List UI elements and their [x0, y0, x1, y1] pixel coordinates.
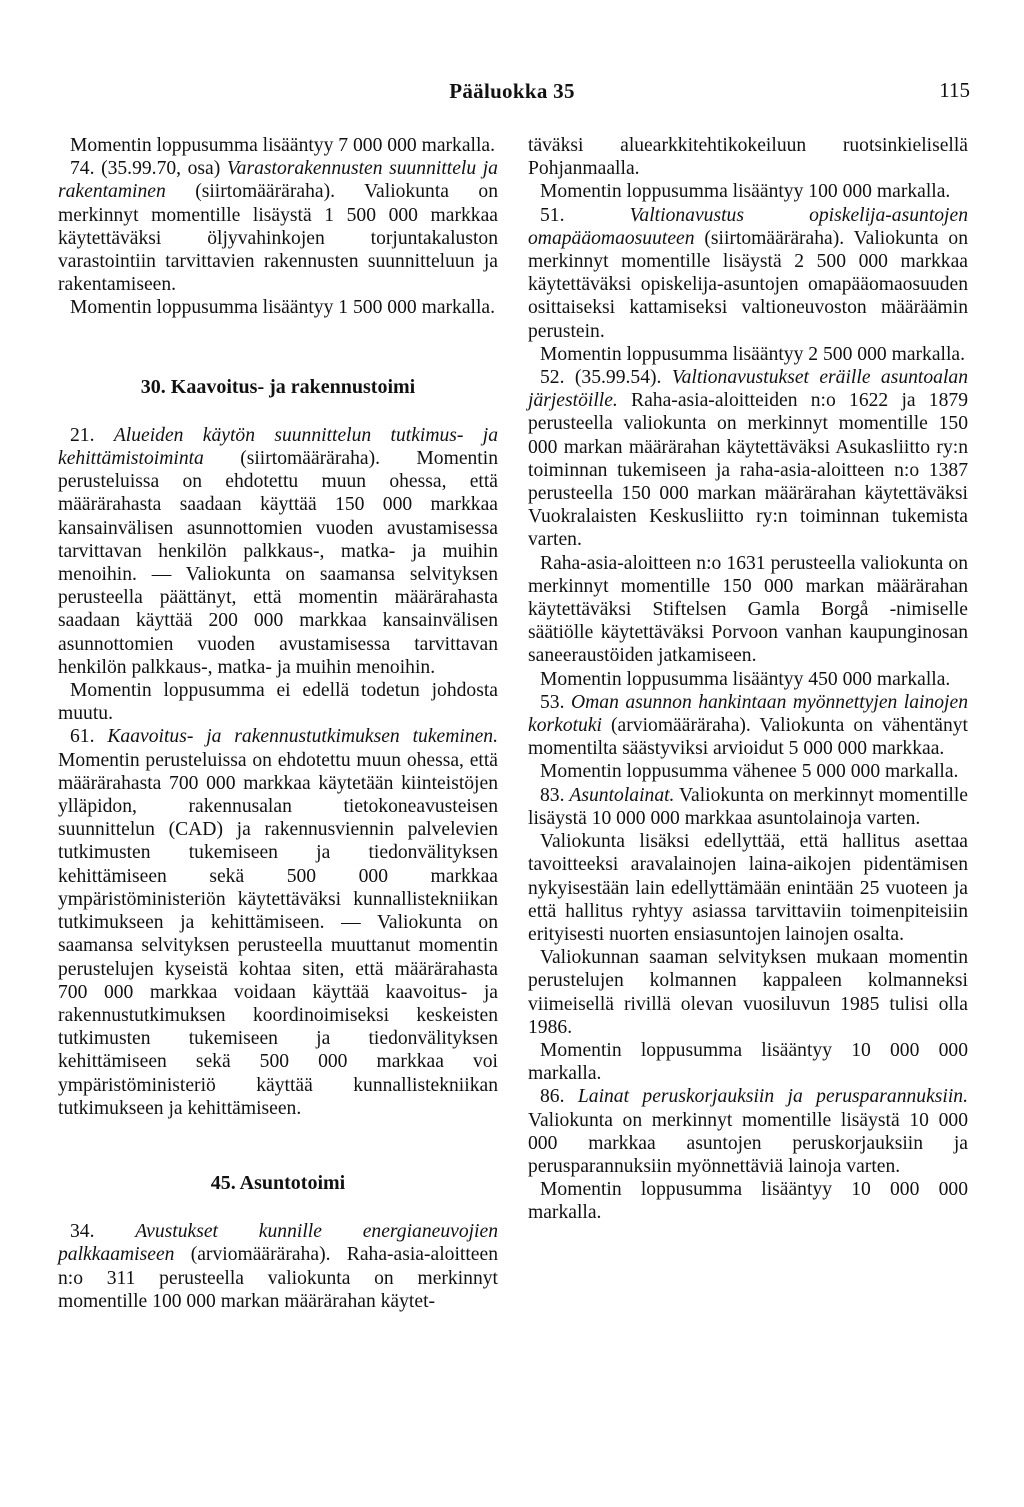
item-title: Lainat peruskorjauksiin ja perusparannuksiin.: [577, 1086, 968, 1108]
item-text: (siirtomääräraha). Momentin perusteluissa on ehdotettu muun ohessa, että määrärahasta saadaan käyttää 150 000 markkaa kansainvälisen asunnottomien vuoden avustamisessa tarvittavan henkilön palkkaus-, matka- ja muihin menoihin. — Valiokunta on saamansa selvityksen perusteella päättänyt, että momentin määrärahasta saadaan käyttää 200 000 markkaa kansainvälisen asunnottomien vuoden avustamisessa tarvittavan henkilön palkkaus-, matka- ja muihin menoihin.: [58, 448, 498, 678]
page-header-title: Pääluokka 35: [449, 79, 575, 103]
item-number: 83.: [540, 784, 570, 806]
paragraph: [58, 725, 498, 1119]
right-column: [528, 134, 968, 1225]
paragraph: [58, 157, 498, 296]
paragraph: [528, 691, 968, 761]
paragraph: Momentin loppusumma vähenee 5 000 000 markalla.: [540, 761, 959, 783]
item-number: 52. (35.99.54).: [540, 367, 672, 389]
paragraph: [528, 204, 968, 343]
item-text: Valiokunta on merkinnyt momentille lisäystä 10 000 000 markkaa asuntojen peruskorjauksiin ja perusparannuksiin myönnettäviä lainoja varten.: [528, 1109, 968, 1177]
item-title: Valtionavustus opiskelija-asuntojen omapääomaosuuteen: [528, 204, 968, 249]
paragraph: Momentin loppusumma ei edellä todetun johdosta muutu.: [58, 680, 498, 725]
item-number: 86.: [540, 1086, 578, 1108]
item-title: Avustukset kunnille energianeuvojien palkkaamiseen: [58, 1221, 498, 1266]
paragraph: Momentin loppusumma lisääntyy 1 500 000 markalla.: [70, 297, 496, 319]
item-title: Kaavoitus- ja rakennustutkimuksen tukeminen.: [107, 726, 499, 748]
item-text: (siirtomääräraha). Valiokunta on merkinnyt momentille lisäystä 1 500 000 markkaa käytettäväksi öljyvahinkojen torjuntakaluston varastointiin tarvittavien rakennusten suunnitteluun ja rakentamiseen.: [58, 181, 498, 296]
item-text: (siirtomääräraha). Valiokunta on merkinnyt momentille lisäystä 2 500 000 markkaa käytettäväksi opiskelija-asuntojen omapääomaosuuden osittaiseksi kattamiseksi valtioneuvoston määräämin perustein.: [528, 227, 968, 342]
item-title: Varastorakennusten suunnittelu ja rakentaminen: [58, 158, 498, 203]
left-column: [58, 134, 498, 1313]
item-title: Valtionavustukset eräille asuntoalan järjestöille.: [528, 367, 968, 412]
paragraph: [528, 784, 968, 830]
paragraph: Momentin loppusumma lisääntyy 10 000 000 markalla.: [528, 1179, 968, 1224]
paragraph: Valiokunta lisäksi edellyttää, että hallitus asettaa tavoitteeksi aravalainojen laina-aikojen pidentämisen nykyisestään lain edellyttämään enintään 25 vuoteen ja että hallitus ryhtyy asiassa tarvittaviin toimenpiteisiin erityisesti nuorten ensiasuntojen lainojen osalta.: [528, 831, 968, 945]
paragraph: Valiokunnan saaman selvityksen mukaan momentin perustelujen kolmannen kappaleen kolmanneksi viimeisellä rivillä olevan vuosiluvun 1985 tulisi olla 1986.: [528, 947, 968, 1038]
paragraph: täväksi aluearkkitehtikokeiluun ruotsinkielisellä Pohjanmaalla.: [528, 135, 968, 180]
item-text: Raha-asia-aloitteiden n:o 1622 ja 1879 perusteella valiokunta on merkinnyt momentille 150 000 markan määrärahan käytettäväksi Asukasliitto ry:n toiminnan tukemiseen ja raha-asia-aloitteen n:o 1387 perusteella 150 000 markan määrärahan käytettäväksi Vuokralaisten Keskusliitto ry:n toiminnan tukemista varten.: [528, 390, 968, 551]
item-number: 51.: [540, 204, 630, 226]
item-text: Valiokunta on merkinnyt momentille lisäystä 10 000 000 markkaa asuntolainoja varten.: [528, 784, 968, 829]
item-title: Alueiden käytön suunnittelun tutkimus- ja kehittämistoiminta: [58, 424, 498, 470]
paragraph: [58, 424, 498, 679]
section-heading-30: 30. Kaavoitus- ja rakennustoimi: [140, 375, 416, 398]
section-heading-45: 45. Asuntotoimi: [210, 1171, 346, 1194]
item-title: Asuntolainat.: [569, 784, 675, 806]
paragraph: [58, 1220, 498, 1313]
paragraph: Momentin loppusumma lisääntyy 10 000 000 markalla.: [528, 1039, 968, 1085]
paragraph: [528, 1085, 968, 1178]
item-title: Oman asunnon hankintaan myönnettyjen lainojen korkotuki: [528, 691, 968, 737]
paragraph: [528, 366, 968, 552]
paragraph: Momentin loppusumma lisääntyy 7 000 000 markalla.: [70, 135, 496, 156]
item-number: 61.: [70, 726, 108, 748]
paragraph: Raha-asia-aloitteen n:o 1631 perusteella valiokunta on merkinnyt momentille 150 000 markan määrärahan käytettäväksi Stiftelsen Gamla Borgå -nimiselle säätiölle käytettäväksi Porvoon vanhan kaupunginosan saneeraustöiden jatkamiseen.: [528, 552, 968, 667]
paragraph: Momentin loppusumma lisääntyy 100 000 markalla.: [540, 181, 951, 203]
item-text: (arviomääräraha). Raha-asia-aloitteen n:o 311 perusteella valiokunta on merkinnyt momentille 100 000 markan määrärahan käytet-: [58, 1244, 498, 1312]
paragraph: Momentin loppusumma lisääntyy 450 000 markalla.: [540, 668, 951, 690]
item-number: 34.: [70, 1221, 136, 1243]
page-number: 115: [939, 78, 970, 102]
item-text: (arviomääräraha). Valiokunta on vähentänyt momentilta säästyviksi arvioidut 5 000 000 markkaa.: [528, 715, 968, 760]
paragraph: Momentin loppusumma lisääntyy 2 500 000 markalla.: [540, 343, 966, 365]
item-number: 53.: [540, 691, 571, 713]
item-number: 74. (35.99.70, osa): [70, 158, 227, 180]
item-text: Momentin perusteluissa on ehdotettu muun ohessa, että määrärahasta 700 000 markkaa käytetään kiinteistöjen ylläpidon, rakennusalan tietokoneavusteisen suunnittelun (CAD) ja rakennusviennin palvelevien tutkimusten tukemiseen ja tiedonvälityksen kehittämiseen sekä 500 000 markkaa ympäristöministeriön käytettäväksi kunnallistekniikan tutkimukseen ja kehittämiseen. — Valiokunta on saamansa selvityksen perusteella muuttanut momentin perustelujen kyseistä kohtaa siten, että määrärahasta 700 000 markkaa voidaan käyttää kaavoitus- ja rakennustutkimuksen koordinoimiseksi keskeisten tutkimusten tukemiseen ja tiedonvälityksen kehittämiseen sekä 500 000 markkaa voi ympäristöministeriö käyttää kunnallistekniikan tutkimukseen ja kehittämiseen.: [58, 749, 498, 1119]
item-number: 21.: [70, 424, 114, 446]
